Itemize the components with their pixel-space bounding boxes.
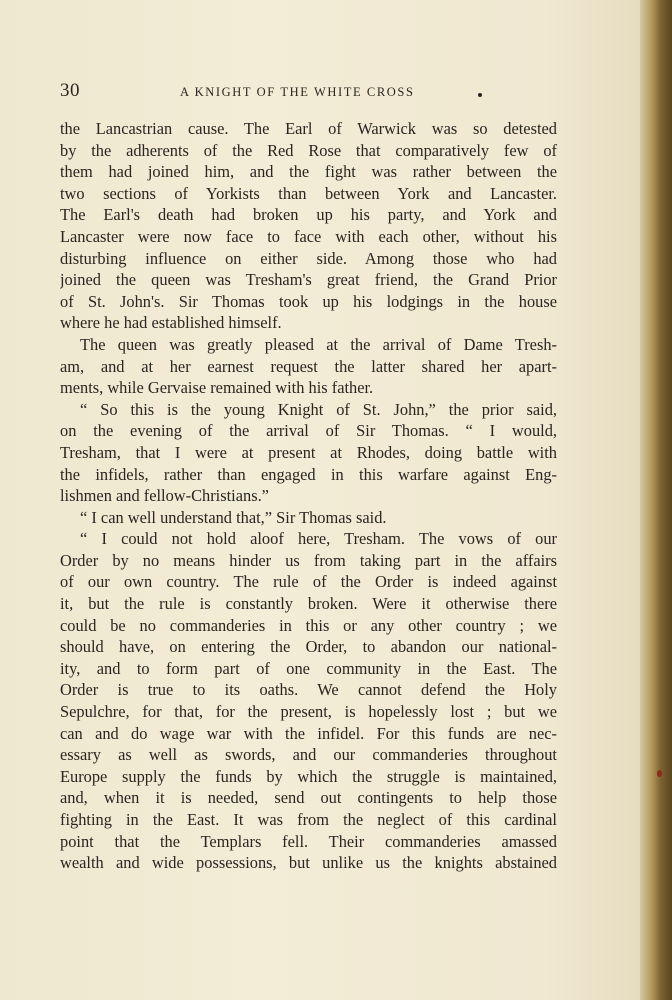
page-number: 30 (60, 80, 80, 101)
text-line: lishmen and fellow-Christians.” (60, 486, 269, 506)
text-line: ity, and to form part of one community in the East. The (60, 658, 557, 678)
text-line: essary as well as swords, and our commanderies throughout (60, 745, 557, 765)
text-line: two sections of Yorkists than between York and Lancaster. (60, 183, 557, 203)
text-line: fighting in the East. It was from the neglect of this cardinal (60, 810, 557, 829)
text-line: The queen was greatly pleased at the arrival of Dame Tresh- (80, 334, 557, 354)
text-line: of St. John's. Sir Thomas took up his lodgings in the house (60, 291, 557, 311)
text-line: the Lancastrian cause. The Earl of Warwick was so detested (60, 119, 557, 138)
text-line: Tresham, that I were at present at Rhodes, doing battle with (60, 442, 557, 462)
text-line: of our own country. The rule of the Order is indeed against (60, 572, 557, 592)
text-line: on the evening of the arrival of Sir Thomas. “ I would, (60, 421, 557, 441)
text-line: “ I could not hold aloof here, Tresham. The vows of our (80, 529, 557, 549)
text-line: and, when it is needed, send out contingents to help those (60, 788, 557, 808)
text-line: the infidels, rather than engaged in this warfare against Eng- (60, 464, 557, 484)
text-line: them had joined him, and the fight was rather between the (60, 162, 557, 182)
body-text (60, 118, 557, 874)
text-line: “ I can well understand that,” Sir Thomas said. (80, 507, 387, 527)
text-line: Lancaster were now face to face with each other, without his (60, 226, 557, 246)
text-line: it, but the rule is constantly broken. Were it otherwise there (60, 594, 557, 614)
running-header (60, 80, 560, 106)
page-edge (640, 0, 672, 1000)
text-line: by the adherents of the Red Rose that comparatively few of (60, 140, 557, 160)
text-line: am, and at her earnest request the latter shared her apart- (60, 356, 557, 376)
text-line: Order is true to its oaths. We cannot defend the Holy (60, 680, 557, 700)
text-line: “ So this is the young Knight of St. John,” the prior said, (80, 399, 557, 419)
text-line: joined the queen was Tresham's great friend, the Grand Prior (60, 270, 557, 290)
text-line: can and do wage war with the infidel. For this funds are nec- (60, 723, 557, 743)
text-line: Europe supply the funds by which the struggle is maintained, (60, 766, 557, 786)
text-line: The Earl's death had broken up his party, and York and (60, 205, 557, 225)
text-line: wealth and wide possessions, but unlike us the knights abstained (60, 853, 557, 873)
header-dot (478, 93, 482, 97)
text-line: disturbing influence on either side. Among those who had (60, 248, 557, 268)
text-line: should have, on entering the Order, to abandon our national- (60, 637, 557, 657)
text-line: Order by no means hinder us from taking part in the affairs (60, 550, 557, 570)
text-line: point that the Templars fell. Their commanderies amassed (60, 831, 557, 851)
text-line: where he had established himself. (60, 313, 282, 333)
edge-mark (657, 770, 662, 777)
text-line: Sepulchre, for that, for the present, is hopelessly lost ; but we (60, 702, 557, 722)
text-line: could be no commanderies in this or any other country ; we (60, 615, 557, 635)
running-title: A KNIGHT OF THE WHITE CROSS (180, 85, 415, 99)
text-line: ments, while Gervaise remained with his father. (60, 378, 374, 398)
